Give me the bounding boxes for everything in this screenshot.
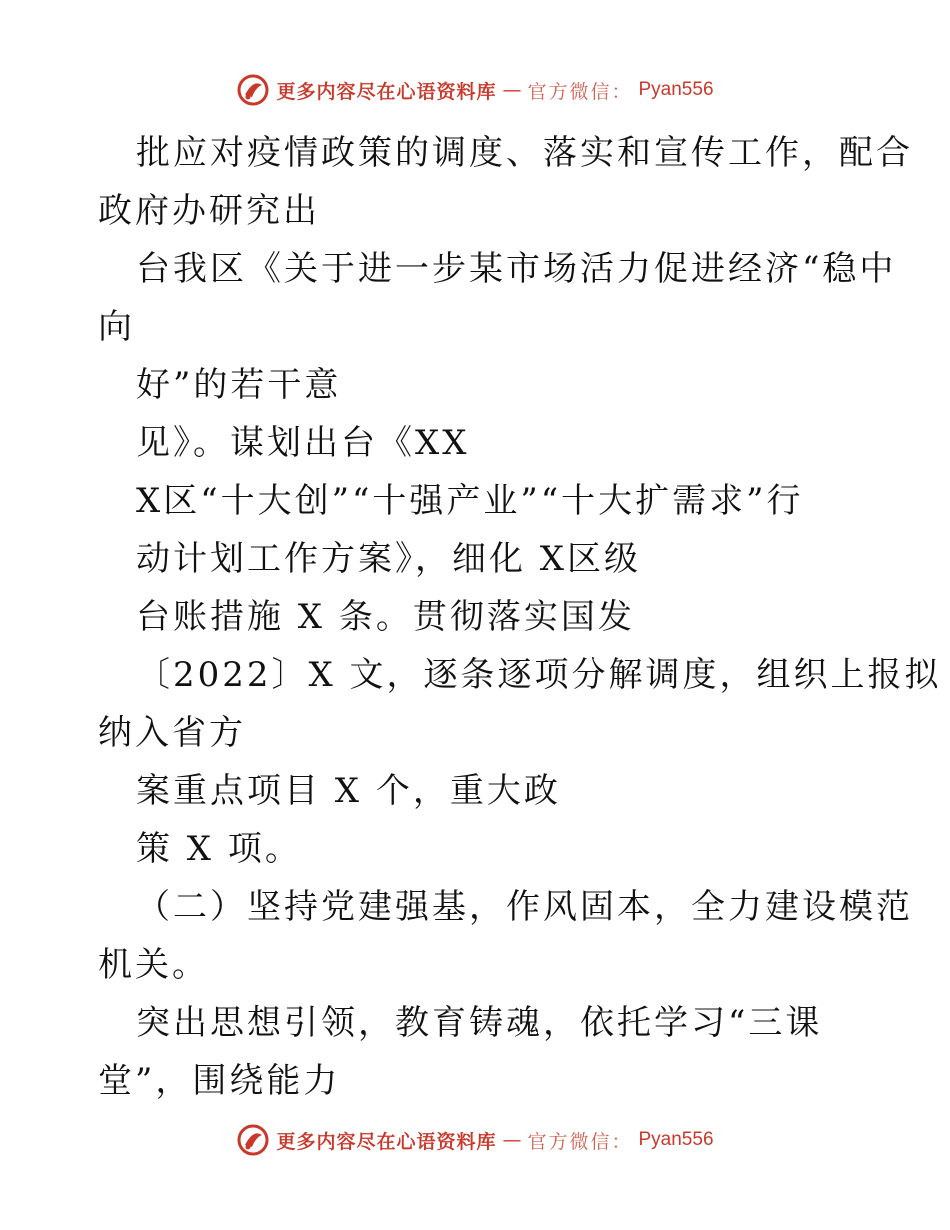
text-line: 向 xyxy=(98,307,135,347)
text-line: 好”的若干意 xyxy=(136,365,342,405)
watermark-wechat-id: Pyan556 xyxy=(638,79,714,100)
watermark-wechat-id: Pyan556 xyxy=(638,1129,714,1150)
watermark-dash: — xyxy=(502,1129,522,1151)
text-line: 纳入省方 xyxy=(98,713,246,753)
text-line: 动计划工作方案》，细化 X区级 xyxy=(136,539,642,579)
text-line: 政府办研究出 xyxy=(98,191,320,231)
text-line: 堂”，围绕能力 xyxy=(98,1061,341,1101)
text-line: 策 X 项。 xyxy=(136,829,302,869)
text-line: 案重点项目 X 个，重大政 xyxy=(136,771,561,811)
text-line: 见》。谋划出台《XX xyxy=(136,423,470,463)
text-line: X区“十大创”“十强产业”“十大扩需求”行 xyxy=(136,481,804,521)
footer-watermark xyxy=(0,1120,950,1160)
document-body xyxy=(98,124,942,1110)
watermark-main-text: 更多内容尽在心语资料库 xyxy=(276,1130,497,1153)
text-line: 批应对疫情政策的调度、落实和宣传工作，配合 xyxy=(136,133,913,173)
watermark-dash: — xyxy=(502,79,522,101)
text-line: 机关。 xyxy=(98,945,209,985)
text-line: 台我区《关于进一步某市场活力促进经济“稳中 xyxy=(136,249,897,289)
header-watermark xyxy=(0,70,950,110)
text-line: 〔2022〕X 文，逐条逐项分解调度，组织上报拟 xyxy=(136,655,942,695)
text-line: 突出思想引领，教育铸魂，依托学习“三课 xyxy=(136,1003,823,1043)
watermark-main-text: 更多内容尽在心语资料库 xyxy=(276,80,497,103)
watermark-sub-text: 官方微信： xyxy=(527,1130,633,1153)
text-line: 台账措施 X 条。贯彻落实国发 xyxy=(136,597,635,637)
text-line: （二）坚持党建强基，作风固本，全力建设模范 xyxy=(136,887,913,927)
watermark-sub-text: 官方微信： xyxy=(527,80,633,103)
logo-icon xyxy=(236,1123,270,1157)
logo-icon xyxy=(236,73,270,107)
